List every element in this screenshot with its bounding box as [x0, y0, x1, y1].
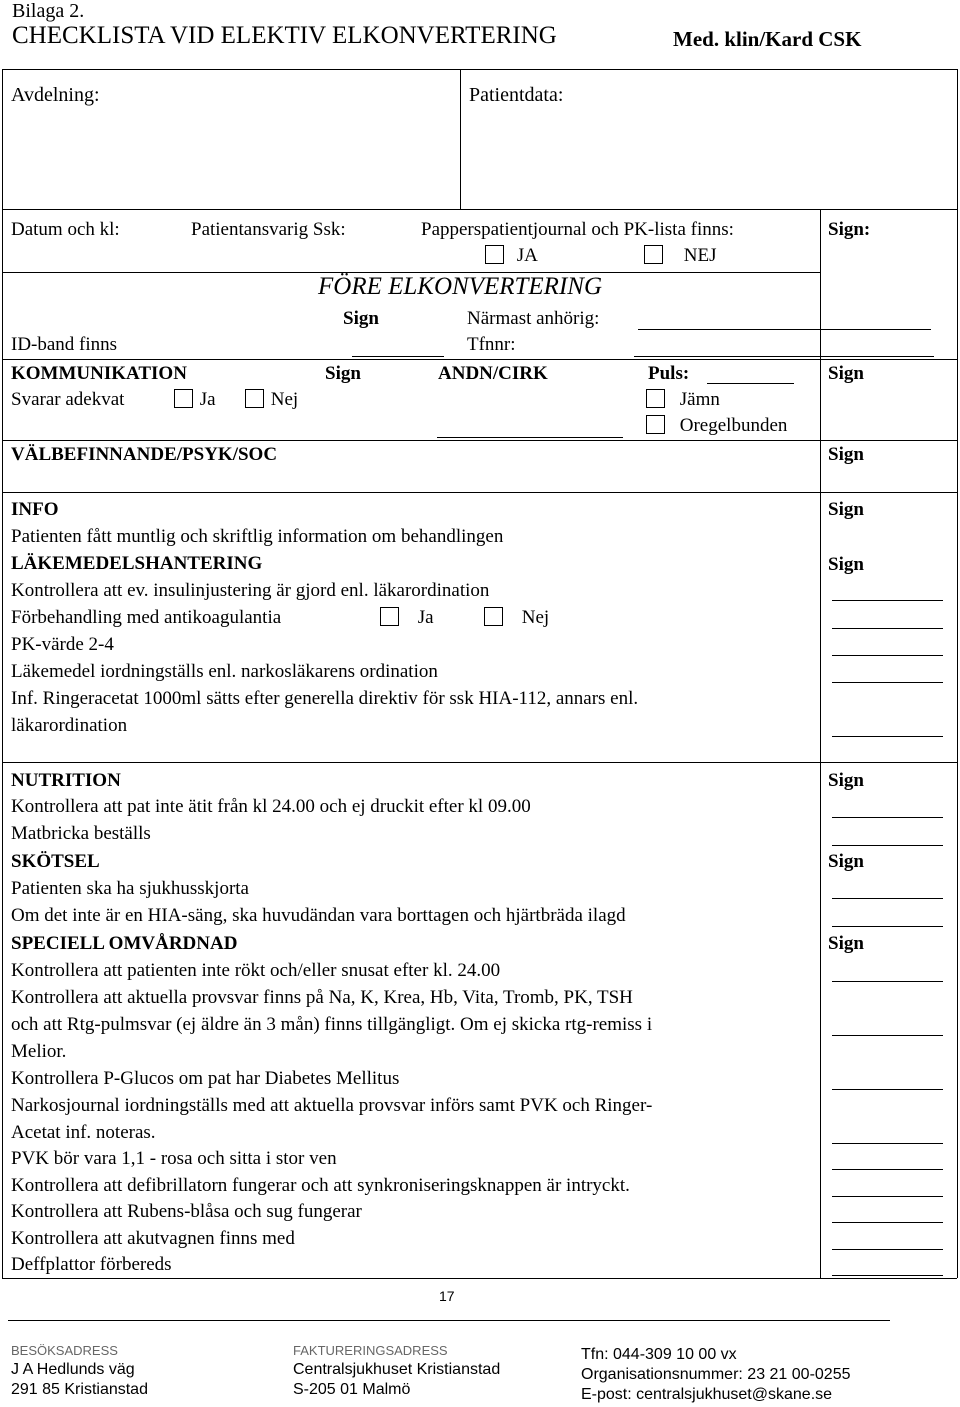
- sign-line[interactable]: [832, 845, 943, 846]
- wellbeing-sign-label: Sign: [828, 444, 864, 465]
- responds-no-option[interactable]: [245, 389, 298, 411]
- medication-sign-label: Sign: [828, 554, 864, 575]
- footer-divider: [8, 1320, 890, 1321]
- anticoagulant-yes-option[interactable]: [380, 607, 434, 629]
- anticoagulant-no-checkbox[interactable]: [484, 607, 503, 626]
- patient-data-field-label: Patientdata:: [469, 84, 564, 106]
- nutrition-heading: NUTRITION: [11, 770, 121, 791]
- anticoagulant-no-label: Nej: [521, 607, 550, 628]
- page-number: 17: [439, 1288, 455, 1304]
- anticoagulant-label: Förbehandling med antikoagulantia: [11, 607, 282, 628]
- communication-sign-label: Sign: [325, 363, 361, 384]
- sign-line[interactable]: [832, 981, 943, 982]
- idband-sign-label: Sign: [343, 308, 379, 329]
- journal-yes-option[interactable]: [485, 245, 538, 267]
- divider: [2, 492, 957, 493]
- anticoagulant-no-option[interactable]: [484, 607, 549, 629]
- anticoagulant-yes-label: Ja: [417, 607, 434, 628]
- phone-number: Tfn: 044-309 10 00 vx: [581, 1346, 737, 1363]
- special-line-5: Kontrollera P-Glucos om pat har Diabetes Mellitus: [11, 1068, 400, 1089]
- sign-line[interactable]: [832, 600, 943, 601]
- pulse-label: Puls:: [648, 363, 690, 384]
- special-line-11: Kontrollera att akutvagnen finns med: [11, 1228, 295, 1249]
- sign-line[interactable]: [832, 898, 943, 899]
- sign-line[interactable]: [832, 1169, 943, 1170]
- pulse-irregular-option[interactable]: [646, 415, 787, 437]
- table-border: [957, 69, 958, 1278]
- table-border: [2, 69, 957, 70]
- journal-no-checkbox[interactable]: [644, 245, 663, 264]
- visit-address-line-1: J A Hedlunds väg: [11, 1361, 135, 1378]
- medication-line-1: Kontrollera att ev. insulinjustering är gjord enl. läkarordination: [11, 580, 490, 601]
- sign-line[interactable]: [832, 1249, 943, 1250]
- medication-line-3: PK-värde 2-4: [11, 634, 114, 655]
- sign-line[interactable]: [832, 1275, 943, 1276]
- journal-no-label: NEJ: [683, 245, 717, 266]
- sign-line[interactable]: [832, 926, 943, 927]
- responds-yes-option[interactable]: [174, 389, 216, 411]
- next-of-kin-line[interactable]: [638, 329, 931, 330]
- breathing-line[interactable]: [437, 437, 623, 438]
- special-care-sign-label: Sign: [828, 933, 864, 954]
- divider: [2, 359, 957, 360]
- sign-line[interactable]: [832, 1196, 943, 1197]
- table-border: [2, 69, 3, 1278]
- department-label: Med. klin/Kard CSK: [673, 27, 862, 51]
- wellbeing-heading: VÄLBEFINNANDE/PSYK/SOC: [11, 444, 278, 465]
- sign-line[interactable]: [832, 1035, 943, 1036]
- medication-line-5: Inf. Ringeracetat 1000ml sätts efter generella direktiv för ssk HIA-112, annars enl.: [11, 688, 639, 709]
- divider: [2, 209, 957, 210]
- divider: [820, 440, 957, 441]
- special-line-3: och att Rtg-pulmsvar (ej äldre än 3 mån) finns tillgängligt. Om ej skicka rtg-remiss i: [11, 1014, 653, 1035]
- document-title: CHECKLISTA VID ELEKTIV ELKONVERTERING: [12, 22, 557, 49]
- special-care-heading: SPECIELL OMVÅRDNAD: [11, 933, 238, 954]
- care-line-1: Patienten ska ha sjukhusskjorta: [11, 878, 249, 899]
- special-line-9: Kontrollera att defibrillatorn fungerar och att synkroniseringsknappen är intryckt.: [11, 1175, 630, 1196]
- sign-line[interactable]: [832, 682, 943, 683]
- communication-heading: KOMMUNIKATION: [11, 363, 187, 384]
- pulse-irregular-checkbox[interactable]: [646, 415, 665, 434]
- phone-label: Tfnnr:: [467, 334, 516, 355]
- nutrition-line-1: Kontrollera att pat inte ätit från kl 24.00 och ej druckit efter kl 09.00: [11, 796, 531, 817]
- special-line-4: Melior.: [11, 1041, 67, 1062]
- special-line-8: PVK bör vara 1,1 - rosa och sitta i stor ven: [11, 1148, 337, 1169]
- date-time-label: Datum och kl:: [11, 219, 120, 240]
- divider: [460, 69, 461, 209]
- special-line-7: Acetat inf. noteras.: [11, 1122, 156, 1143]
- sign-line[interactable]: [832, 655, 943, 656]
- breathing-sign-label: Sign: [828, 363, 864, 384]
- special-line-1: Kontrollera att patienten inte rökt och/eller snusat efter kl. 24.00: [11, 960, 501, 981]
- medication-line-4: Läkemedel iordningställs enl. narkosläkarens ordination: [11, 661, 438, 682]
- organisation-number: Organisationsnummer: 23 21 00-0255: [581, 1366, 851, 1383]
- care-line-2: Om det inte är en HIA-säng, ska huvudändan vara borttagen och hjärtbräda ilagd: [11, 905, 626, 926]
- billing-address-line-2: S-205 01 Malmö: [293, 1381, 411, 1398]
- phone-line[interactable]: [634, 356, 934, 357]
- special-line-6: Narkosjournal iordningställs med att aktuella provsvar införs samt PVK och Ringer-: [11, 1095, 653, 1116]
- sign-line[interactable]: [832, 736, 943, 737]
- info-text: Patienten fått muntlig och skriftlig information om behandlingen: [11, 526, 504, 547]
- sign-line[interactable]: [832, 817, 943, 818]
- sign-line[interactable]: [832, 1222, 943, 1223]
- special-line-12: Deffplattor förbereds: [11, 1254, 172, 1275]
- responds-yes-checkbox[interactable]: [174, 389, 193, 408]
- sign-line[interactable]: [832, 1089, 943, 1090]
- nutrition-line-2: Matbricka beställs: [11, 823, 151, 844]
- idband-label: ID-band finns: [11, 334, 118, 355]
- department-field-label: Avdelning:: [11, 84, 100, 106]
- care-heading: SKÖTSEL: [11, 851, 100, 872]
- section-heading-before: FÖRE ELKONVERTERING: [318, 273, 603, 300]
- responds-adequately-label: Svarar adekvat: [11, 389, 125, 410]
- medication-line-6: läkarordination: [11, 715, 128, 736]
- email-address: E-post: centralsjukhuset@skane.se: [581, 1386, 833, 1403]
- table-border: [2, 1278, 957, 1279]
- breathing-circulation-heading: ANDN/CIRK: [438, 363, 548, 384]
- journal-yes-checkbox[interactable]: [485, 245, 504, 264]
- pulse-even-checkbox[interactable]: [646, 389, 665, 408]
- journal-yes-label: JA: [516, 245, 538, 266]
- responds-yes-label: Ja: [199, 389, 216, 410]
- sign-column-divider: [820, 209, 821, 1278]
- pulse-even-label: Jämn: [679, 389, 720, 410]
- anticoagulant-yes-checkbox[interactable]: [380, 607, 399, 626]
- sign-line[interactable]: [832, 1143, 943, 1144]
- pulse-even-option[interactable]: [646, 389, 720, 411]
- responds-no-label: Nej: [270, 389, 299, 410]
- special-line-2: Kontrollera att aktuella provsvar finns på Na, K, Krea, Hb, Vita, Tromb, PK, TSH: [11, 987, 633, 1008]
- divider: [2, 762, 957, 763]
- attachment-label: Bilaga 2.: [12, 0, 85, 22]
- responds-no-checkbox[interactable]: [245, 389, 264, 408]
- visit-address-line-2: 291 85 Kristianstad: [11, 1381, 148, 1398]
- idband-sign-line[interactable]: [352, 356, 444, 357]
- nutrition-sign-label: Sign: [828, 770, 864, 791]
- responsible-nurse-label: Patientansvarig Ssk:: [191, 219, 346, 240]
- pulse-line[interactable]: [707, 383, 794, 384]
- pulse-irregular-label: Oregelbunden: [679, 415, 788, 436]
- divider: [2, 440, 820, 441]
- visit-address-label: BESÖKSADRESS: [11, 1343, 118, 1358]
- special-line-10: Kontrollera att Rubens-blåsa och sug fungerar: [11, 1201, 362, 1222]
- sign-line[interactable]: [832, 628, 943, 629]
- billing-address-label: FAKTURERINGSADRESS: [293, 1343, 448, 1358]
- info-sign-label: Sign: [828, 499, 864, 520]
- medication-heading: LÄKEMEDELSHANTERING: [11, 553, 263, 574]
- paper-journal-label: Papperspatientjournal och PK-lista finns:: [421, 219, 734, 240]
- info-heading: INFO: [11, 499, 59, 520]
- next-of-kin-label: Närmast anhörig:: [467, 308, 600, 329]
- billing-address-line-1: Centralsjukhuset Kristianstad: [293, 1361, 501, 1378]
- journal-no-option[interactable]: [644, 245, 716, 267]
- sign-label: Sign:: [828, 219, 871, 240]
- care-sign-label: Sign: [828, 851, 864, 872]
